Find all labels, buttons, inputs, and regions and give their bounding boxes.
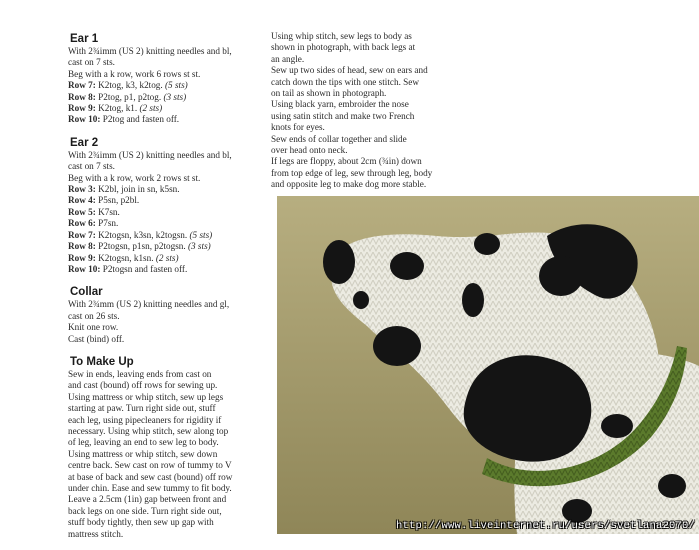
ear1-intro: With 2¾imm (US 2) knitting needles and bl, cast on 7 sts. Beg with a k row, work 6 rows st st. xyxy=(68,46,232,79)
ear2-row: Row 10: P2togsn and fasten off. xyxy=(68,263,188,274)
collar-section xyxy=(68,285,268,345)
ear2-intro: With 2¾imm (US 2) knitting needles and bl, cast on 7 sts. Beg with a k row, work 2 rows st st. xyxy=(68,149,232,183)
collar-heading: Collar xyxy=(70,286,103,299)
dalmatian-icon xyxy=(277,196,699,534)
make-up-heading: To Make Up xyxy=(70,355,134,368)
ear1-rows xyxy=(68,80,268,126)
make-up-text: Sew in ends, leaving ends from cast on and cast (bound) off rows for sewing up. Using mattress or whip stitch, sew up legs starting at paw. Turn right side out, stuff each leg, using pipecleaners for rigidity if necessary. Using whip stitch, sew along top of leg, leaving an end to sew leg to body. Using mattress or whip stitch, sew down centre back. Sew cast on row of tummy to V at base of back and sew cast (bound) off row under chin. Ease and sew tummy to fit body. Leave a 2.5cm (1in) gap between front and back legs on one side. Turn right side out, stuff body tightly, then sew up gap with mattress stitch. xyxy=(68,368,233,539)
ear1-row: Row 7: K2tog, k3, k2tog. (5 sts) xyxy=(68,80,188,91)
make-up-section xyxy=(68,355,268,540)
ear2-row: Row 4: P5sn, p2bl. xyxy=(68,195,140,206)
ear1-heading: Ear 1 xyxy=(70,33,99,45)
ear2-row: Row 7: K2togsn, k3sn, k2togsn. (5 sts) xyxy=(68,229,213,240)
knitted-dalmatian-photo xyxy=(277,196,699,534)
ear1-row: Row 10: P2tog and fasten off. xyxy=(68,114,180,125)
ear2-row: Row 9: K2togsn, k1sn. (2 sts) xyxy=(68,252,179,263)
ear2-section xyxy=(68,136,268,275)
left-column xyxy=(68,32,268,550)
ear1-row: Row 9: K2tog, k1. (2 sts) xyxy=(68,103,163,114)
ear1-section xyxy=(68,32,268,126)
ear2-row: Row 3: K2bl, join in sn, k5sn. xyxy=(68,184,180,195)
make-up-continued-text: Using whip stitch, sew legs to body as shown in photograph, with back legs at an angle. Sew up two sides of head, sew on ears and catch down the tips with one stitch. Sew on tail as shown in photograph. Using black yarn, embroider the nose using satin stitch and make two French knots for eyes. Sew ends of collar together and slide over head onto neck. If legs are floppy, about 2cm (¾in) down from top edge of leg, sew through leg, body and opposite leg to make dog more stable. xyxy=(271,31,433,190)
ear2-row: Row 6: P7sn. xyxy=(68,218,119,229)
watermark-url: http://www.liveinternet.ru/users/svetlana2070/ xyxy=(395,520,695,532)
ear2-heading: Ear 2 xyxy=(70,136,99,149)
ear2-row: Row 8: P2togsn, p1sn, p2togsn. (3 sts) xyxy=(68,241,211,252)
ear1-row: Row 8: P2tog, p1, p2tog. (3 sts) xyxy=(68,91,187,102)
right-column xyxy=(271,31,451,191)
ear2-row: Row 5: K7sn. xyxy=(68,206,120,217)
ear2-rows xyxy=(68,184,268,275)
collar-text: With 2¾mm (US 2) knitting needles and gl, cast on 26 sts. Knit one row. Cast (bind) off. xyxy=(68,299,230,344)
